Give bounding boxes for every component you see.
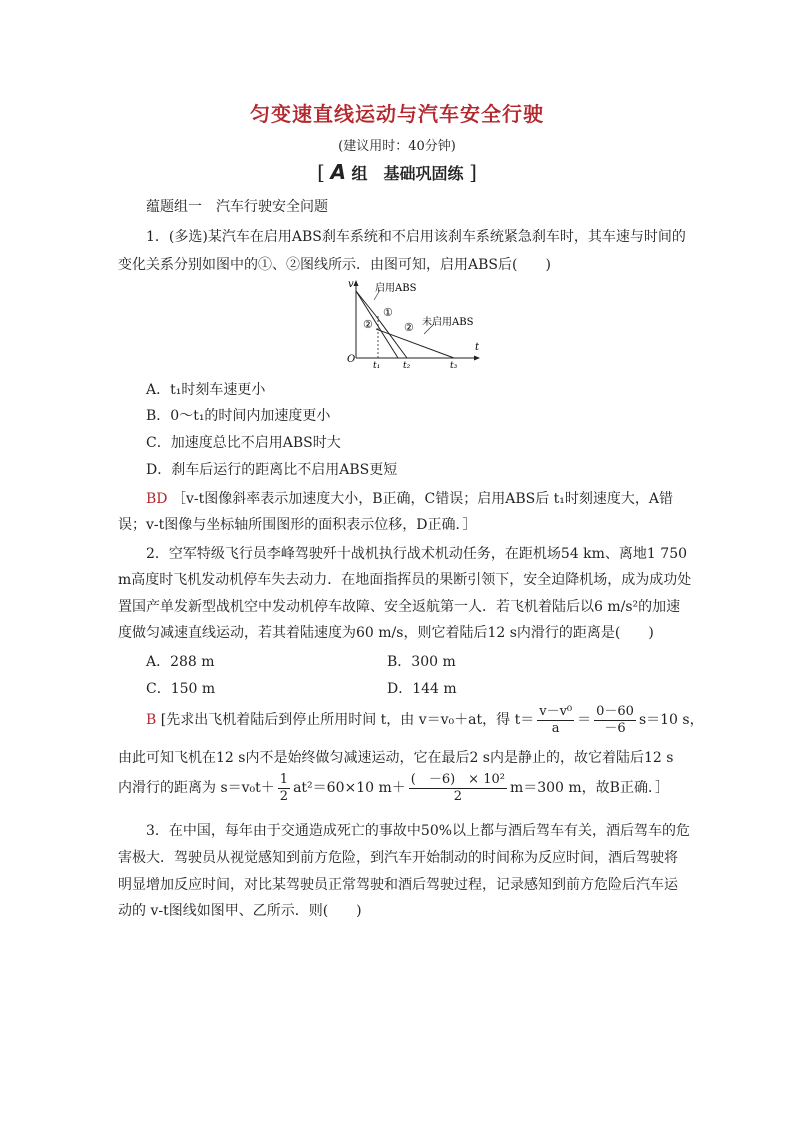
q3-line3: 明显增加反应时间，对比某驾驶员正常驾驶和酒后驾驶过程，记录感知到前方危险后汽车运 [118,877,678,893]
q2-explanation-line3 [118,768,669,808]
suggested-time: (建议用时：40分钟) [338,139,456,154]
q2-line1: 2．空军特级飞行员李峰驾驶歼十战机执行战术机动任务，在距机场54 km、离地1 750 [146,546,688,562]
q1-option-c: C．加速度总比不启用ABS时大 [146,435,341,451]
q1-line2: 变化关系分别如图中的①、②图线所示．由图可知，启用ABS后( ) [118,257,551,273]
q1-answer-key: BD [146,491,168,507]
q2-explanation-line2: 由此可知飞机在12 s内不是始终做匀减速运动，它在最后2 s内是静止的，故它着陆后12 s [118,750,674,766]
q2-answer-key: B [146,712,157,728]
page-title: 匀变速直线运动与汽车安全行驶 [250,102,544,126]
q2-explanation-text1b: s＝10 s， [638,712,704,728]
q3-line4: 动的 v-t图线如图甲、乙所示．则( ) [118,903,362,919]
q2-frac3-num: ( －6) × 10² [410,771,505,787]
q2-half-num: 1 [279,771,289,787]
group-bracket-close: ] [469,160,477,184]
t1-tick-label: t₁ [373,361,381,370]
group-letter: A [330,160,346,184]
q2-line2: m高度时飞机发动机停车失去动力．在地面指挥员的果断引领下，安全迫降机场，成为成功处 [118,572,692,588]
mark-2-right: ② [404,321,414,334]
topic-heading: 蕴题组一 汽车行驶安全问题 [146,199,328,215]
q2-explanation-text3a: 内滑行的距离为 s＝v₀t＋ [118,780,275,796]
x-axis-label: t [475,342,480,353]
q2-option-a: A．288 m [146,654,215,670]
x-axis-arrow [474,356,480,361]
q2-frac1-den: a [551,720,560,736]
q2-half-den: 2 [279,788,289,804]
q2-line3: 置国产单发新型战机空中发动机停车故障、安全返航第一人．若飞机着陆后以6 m/s²的加速 [118,599,681,615]
y-axis-arrow [354,280,359,286]
q1-explanation-line2: 误；v-t图像与坐标轴所围图形的面积表示位移，D正确．］ [118,517,477,533]
graph-line-abs-steep [356,291,376,316]
group-heading [0,160,794,184]
q2-explanation-text1a: [先求出飞机着陆后到停止所用时间 t，由 v＝v₀＋at，得 t＝ [160,712,535,728]
q2-frac2-num: 0－60 [596,703,634,719]
q2-frac2-den: －6 [604,720,626,736]
q2-option-d: D．144 m [387,681,457,697]
q3-line2: 害极大．驾驶员从视觉感知到前方危险，到汽车开始制动的时间称为反应时间，酒后驾驶将 [118,850,678,866]
t2-tick-label: t₂ [403,361,411,370]
q1-option-b: B．0～t₁的时间内加速度更小 [146,408,331,424]
q2-frac3-den: 2 [453,788,462,804]
q2-explanation-text3c: m＝300 m，故B正确．］ [509,780,669,796]
q3-line1: 3．在中国，每年由于交通造成死亡的事故中50%以上都与酒后驾车有关，酒后驾车的危 [146,823,691,839]
q2-equals: ＝ [577,712,592,728]
q1-explanation-line1 [146,488,673,508]
q2-fraction-time-value [594,704,636,737]
q1-option-d: D．刹车后运行的距离比不启用ABS更短 [146,462,398,478]
q1-explanation-text1: ［v-t图像斜率表示加速度大小，B正确，C错误；启用ABS后 t₁时刻速度大，A错 [171,491,674,507]
q2-frac1-num: v－v⁰ [539,703,573,719]
origin-label: O [347,354,356,365]
mark-1-upper: ① [383,306,393,319]
q1-option-a: A．t₁时刻车速更小 [146,382,266,398]
q2-line4: 度做匀减速直线运动，若其着陆速度为60 m/s，则它着陆后12 s内滑行的距离是( ) [118,625,654,641]
q1-line1: 1．(多选)某汽车在启用ABS刹车系统和不启用该刹车系统紧急刹车时，其车速与时间的 [146,229,686,245]
graph-line-no-abs [376,329,454,358]
q2-fraction-time-formula [537,704,574,737]
group-bracket-open: [ [317,160,325,184]
q2-option-b: B．300 m [387,654,456,670]
abs-label: 启用ABS [375,283,417,294]
graph-line-abs [376,316,407,358]
q2-explanation-line1 [146,700,704,740]
no-abs-label: 未启用ABS [422,317,474,328]
mark-2-left: ② [363,318,373,331]
q2-fraction-displacement [409,772,507,805]
t3-tick-label: t₃ [450,361,458,370]
y-axis-label: v [348,279,354,290]
q2-option-c: C．150 m [146,681,216,697]
group-label: 组 基础巩固练 [351,164,464,183]
q2-fraction-half [278,772,290,805]
q2-explanation-text3b: at²＝60×10 m＋ [293,780,406,796]
vt-graph-figure [336,278,496,370]
